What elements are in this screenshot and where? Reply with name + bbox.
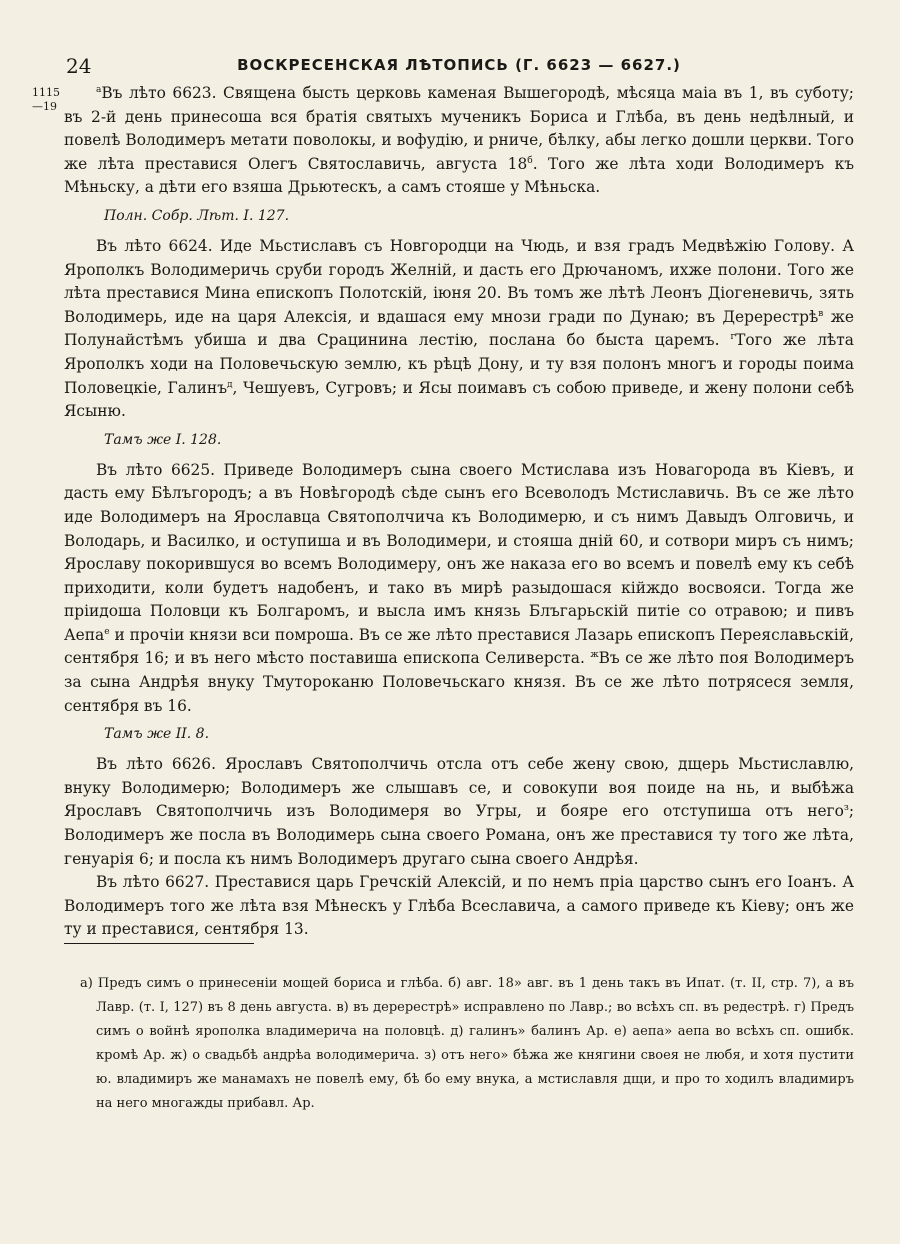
footnote-marker: г [730,332,736,343]
entry-text: Того же лѣта Ярополкъ ходи на Половечьскую землю, къ рѣцѣ Дону, и ту взя полонъ многъ и городы поима Половецкіе, Галинъ [64,331,854,397]
footnote-divider [64,943,254,944]
entry-6624 [64,235,854,424]
entry-text: Въ лѣто 6625. Приведе Володимеръ сына своего Мстислава изъ Новагорода въ Кіевъ, и дасть ему Бѣлъгородъ; а въ Новѣгородѣ сѣде сынъ его Всеволодъ Мстиславичь. Въ се же лѣто иде Володимеръ на Ярославца Святополчича къ Володимерю, и съ нимъ Давыдъ Олговичь, и Володарь, и Василко, и оступиша и въ Володимери, и стояша дній 60, и сотвори миръ съ нимъ; Ярославу покорившуся во всемъ Володимеру, онъ же наказа его во всемъ и повелѣ ему къ себѣ приходити, коли будетъ надобенъ, и тако въ мирѣ разыдошася кійждо восвояси. Тогда же пріидоша Половци къ Болгаромъ, и высла имъ князь Блъгарьскій питіе со отравою; и пивъ Аепа [64,460,854,644]
source-reference: Полн. Собр. Лѣт. I. 127. [104,207,290,224]
footnote-marker: б [527,155,533,166]
source-reference: Тамъ же II. 8. [104,726,210,743]
margin-year-start: 1115 [32,86,60,99]
footnote-text: а) Предъ симъ о принесеніи мощей бориса и глѣба. б) авг. 18» авг. въ 1 день такъ въ Ипат. (т. II, стр. 7), а въ Лавр. (т. I, 127) въ 8 день августа. в) въ деререстрѣ» исправлено по Лавр.; во всѣхъ сп. въ редестрѣ. г) Предъ симъ о войнѣ ярополка владимерича на половцѣ. д) галинъ» балинъ Ар. е) аепа» аепа во всѣхъ сп. ошибк. кромѣ Ар. ж) о свадьбѣ андрѣа володимерича. з) отъ него» бѣжа же княгини своея не любя, и хотя пустити ю. владимиръ же манамахъ не повелѣ ему, бѣ бо ему внука, а мстиславля дщи, и про то ходилъ владимиръ на него многажды прибавл. Ар. [80,976,854,1111]
entry-text: Въ лѣто 6624. Иде Мьстиславъ съ Новгородци на Чюдь, и взя градъ Медвѣжію Голову. А Ярополкъ Володимеричь сруби городъ Желній, и дасть его Дрючаномъ, ихже полони. Того же лѣта преставися Мина епископъ Полотскій, іюня 20. Въ томъ же лѣтѣ Леонъ Діогеневичь, зять Володимерь, иде на царя Алексія, и вдашася ему мнози гради по Дунаю; въ Деререстрѣ [64,236,854,326]
footnote-marker: е [104,626,110,637]
footnote-marker: д [226,379,233,390]
entry-6627 [64,871,854,942]
footnote-marker: в [818,308,824,319]
entry-text: . Того же лѣта ходи Володимеръ къ Мѣньску, а дѣти его взяша Дрьютескъ, а самъ стояше у Мѣньска. [64,154,854,197]
entry-text: Въ лѣто 6626. Ярославъ Святополчичь отсла отъ себе жену свою, дщерь Мьстиславлю, внуку Володимерю; Володимеръ же слышавъ се, и совокупи воя поиде на нь, и выбѣжа Ярославъ Святополчичь изъ Володимеря во Угры, и бояре его отступиша отъ него [64,755,854,821]
footnote-marker: а [96,84,102,95]
entry-text: ; Володимеръ же посла въ Володимерь сына своего Романа, онъ же преставися ту того же лѣта, генуарія 6; и посла къ нимъ Володимеръ другаго сына своего Андрѣя. [64,802,854,868]
entry-text: же Полунайстѣмъ убиша и два Срацинина лестію, послана бо быста царемъ. [64,307,854,350]
entry-text: Въ лѣто 6623. Священа бысть церковь каменая Вышегородѣ, мѣсяца маіа въ 1, въ суботу; въ 2-й день принесоша вся братія святыхъ мученикъ Бориса и Глѣба, въ день недѣлный, и повелѣ Володимеръ метати поволокы, и вофудію, и рниче, бѣлку, абы легко дошли церкви. Того же лѣта преставися Олегъ Святославичь, августа 18 [64,84,854,173]
chronicle-text [64,82,854,942]
page-number: 24 [66,54,92,78]
entry-6625 [64,459,854,719]
entry-text: Въ лѣто 6627. Преставися царь Гречскій Алексій, и по немъ пріа царство сынъ его Іоанъ. А Володимеръ того же лѣта взя Мѣнескъ у Глѣба Всеславича, а самого приведе къ Кіеву; онъ же ту и преставися, сентября 13. [64,873,854,939]
entry-text: , Чешуевъ, Сугровъ; и Ясы поимавъ съ собою приведе, и жену полони себѣ Ясыню. [64,378,854,421]
footnote-marker: ж [590,650,599,661]
footnotes [64,972,854,1116]
entry-text: Въ се же лѣто поя Володимеръ за сына Андрѣя внуку Тмутороканю Половечьскаго князя. Въ се же лѣто потрясеся земля, сентября въ 16. [64,649,854,715]
footnote-marker: з [843,803,849,814]
entry-6626 [64,753,854,871]
entry-text: и прочіи князи вси помроша. Въ се же лѣто преставися Лазарь епископъ Переяславьскій, сентября 16; и въ него мѣсто поставиша епископа Селиверста. [64,625,854,668]
source-reference: Тамъ же I. 128. [104,431,222,448]
running-title: ВОСКРЕСЕНСКАЯ ЛѢТОПИСЬ (Г. 6623 — 6627.) [237,56,681,74]
entry-6623 [64,82,854,200]
page-header [64,52,854,80]
margin-year-end: —19 [32,100,57,113]
